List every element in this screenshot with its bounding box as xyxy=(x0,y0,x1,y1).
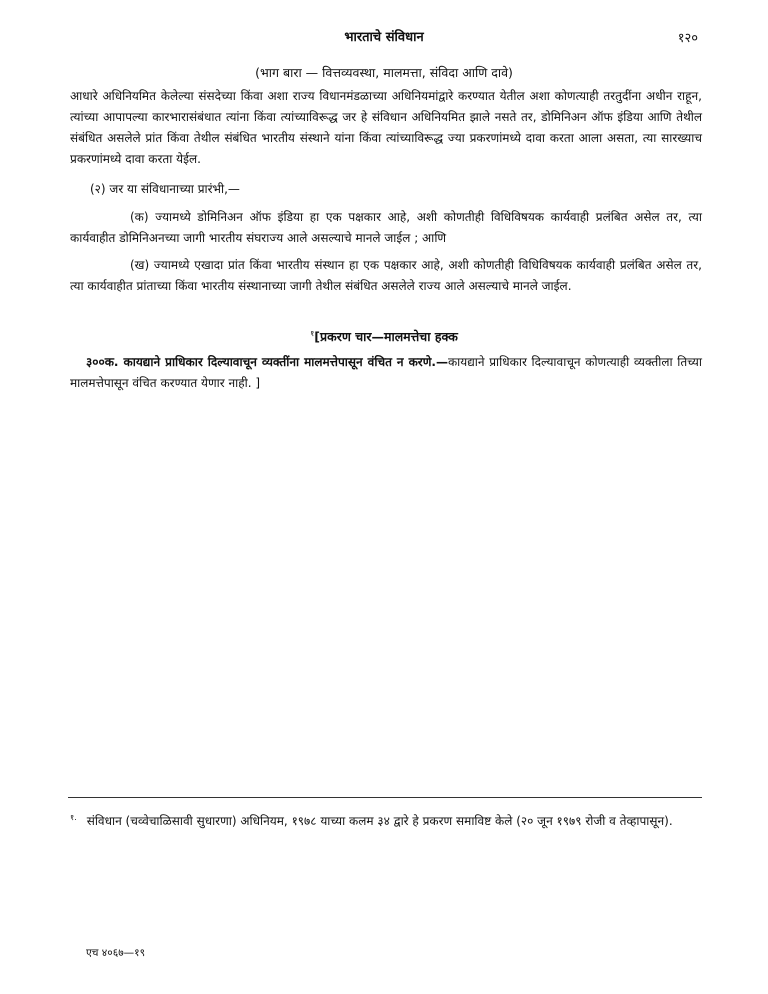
sub-clause-kha: (ख) ज्यामध्ये एखादा प्रांत किंवा भारतीय संस्थान हा एक पक्षकार आहे, अशी कोणतीही विधिविषयक कार्यवाही प्रलंबित असेल तर, त्या कार्यवाहीत प्रांताच्या किंवा भारतीय संस्थानाच्या जागी तेथील संबंधित असलेले राज्य आले असल्याचे मानले जाईल. xyxy=(70,258,702,293)
sub-clause-ka: (क) ज्यामध्ये डोमिनिअन ऑफ इंडिया हा एक पक्षकार आहे, अशी कोणतीही विधिविषयक कार्यवाही प्रलंबित असेल तर, त्या कार्यवाहीत डोमिनिअनच्या जागी भारतीय संघराज्य आले असल्याचे मानले जाईल ; आणि xyxy=(70,210,702,245)
part-heading: (भाग बारा — वित्तव्यवस्था, मालमत्ता, संविदा आणि दावे) xyxy=(255,65,513,80)
chapter-footnote-mark: १ xyxy=(310,329,315,338)
footnote-divider xyxy=(68,797,702,798)
running-title: भारताचे संविधान xyxy=(344,30,424,45)
chapter-title: [प्रकरण चार—मालमत्तेचा हक्क xyxy=(314,329,458,345)
footnote xyxy=(70,806,702,833)
footnote-text: संविधान (चव्वेचाळिसावी सुधारणा) अधिनियम, १९७८ याच्या कलम ३४ द्वारे हे प्रकरण समाविष्ट केले (२० जून १९७९ रोजी व तेव्हापासून). xyxy=(86,814,673,828)
article-300a xyxy=(70,352,702,394)
chapter-heading xyxy=(0,328,768,345)
print-code: एच ४०६७—१९ xyxy=(86,947,146,959)
clause-2: (२) जर या संविधानाच्या प्रारंभी,— xyxy=(90,182,240,196)
paragraph-continuation: आधारे अधिनियमित केलेल्या संसदेच्या किंवा अशा राज्य विधानमंडळाच्या अधिनियमांद्वारे करण्यात येतील अशा कोणत्याही तरतुदींना अधीन राहून, त्यांच्या आपापल्या कारभारासंबंधात त्यांना किंवा त्यांच्याविरूद्ध जर हे संविधान अधिनियमित झाले नसते तर, डोमिनिअन ऑफ इंडिया आणि तेथील संबंधित असलेले प्रांत किंवा तेथील संबंधित भारतीय संस्थाने यांना किंवा त्यांच्याविरूद्ध ज्या प्रकरणांमध्ये दावा करता आला असता, त्या सारख्याच प्रकरणांमध्ये दावा करता येईल. xyxy=(70,89,702,166)
footnote-mark: १. xyxy=(70,813,77,822)
article-text: कायद्याने प्राधिकार दिल्यावाचून कोणत्याही व्यक्तीला तिच्या मालमत्तेपासून वंचित करण्यात येणार नाही. ] xyxy=(70,355,702,390)
page-number: १२० xyxy=(677,31,698,46)
article-heading: ३००क. कायद्याने प्राधिकार दिल्यावाचून व्यक्तींना मालमत्तेपासून वंचित न करणे.— xyxy=(86,355,448,369)
